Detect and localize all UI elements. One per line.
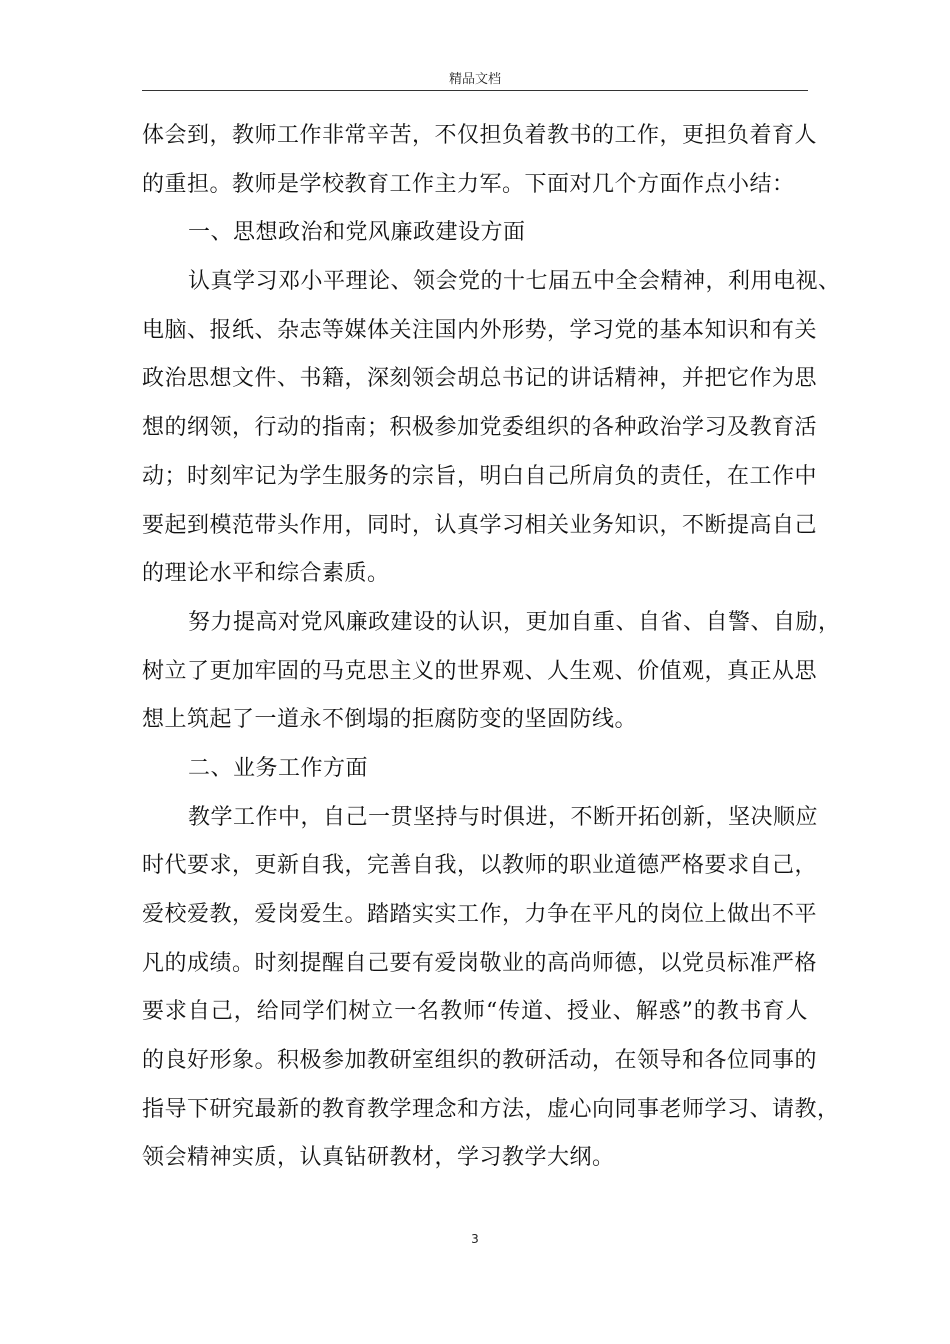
- text-line: 要起到模范带头作用，同时，认真学习相关业务知识，不断提高自己: [142, 512, 818, 538]
- text-line: 努力提高对党风廉政建设的认识，更加自重、自省、自警、自励，: [188, 609, 841, 635]
- page-header: [142, 68, 808, 91]
- text-line: 教学工作中，自己一贯坚持与时俱进，不断开拓创新，坚决顺应: [188, 804, 819, 830]
- text-line: 想上筑起了一道永不倒塌的拒腐防变的坚固防线。: [142, 707, 638, 733]
- text-line: 政治思想文件、书籍，深刻领会胡总书记的讲话精神，并把它作为思: [142, 366, 818, 392]
- text-line: 的良好形象。积极参加教研室组织的教研活动，在领导和各位同事的: [142, 1048, 818, 1074]
- text-line: 时代要求，更新自我，完善自我，以教师的职业道德严格要求自己，: [142, 853, 818, 879]
- header-title: 精品文档: [448, 72, 501, 87]
- text-line: 树立了更加牢固的马克思主义的世界观、人生观、价值观，真正从思: [142, 658, 818, 684]
- text-line: 要求自己，给同学们树立一名教师“传道、授业、解惑”的教书育人: [142, 999, 808, 1025]
- text-line: 的理论水平和综合素质。: [142, 561, 390, 587]
- section-heading: 一、思想政治和党风廉政建设方面: [188, 220, 526, 246]
- text-line: 电脑、报纸、杂志等媒体关注国内外形势，学习党的基本知识和有关: [142, 317, 818, 343]
- text-line: 凡的成绩。时刻提醒自己要有爱岗敬业的高尚师德，以党员标准严格: [142, 950, 818, 976]
- text-line: 指导下研究最新的教育教学理念和方法，虚心向同事老师学习、请教，: [142, 1096, 840, 1122]
- text-line: 领会精神实质，认真钻研教材，学习教学大纲。: [142, 1145, 615, 1171]
- text-line: 的重担。教师是学校教育工作主力军。下面对几个方面作点小结：: [142, 171, 795, 197]
- text-line: 认真学习邓小平理论、领会党的十七届五中全会精神，利用电视、: [188, 269, 841, 295]
- text-line: 动；时刻牢记为学生服务的宗旨，明白自己所肩负的责任，在工作中: [142, 463, 818, 489]
- text-line: 爱校爱教，爱岗爱生。踏踏实实工作，力争在平凡的岗位上做出不平: [142, 902, 818, 927]
- text-line: 想的纲领，行动的指南；积极参加党委组织的各种政治学习及教育活: [142, 415, 818, 441]
- page-number: 3: [471, 1232, 479, 1246]
- document-body: [142, 112, 841, 1183]
- text-line: 体会到，教师工作非常辛苦，不仅担负着教书的工作，更担负着育人: [142, 123, 818, 148]
- section-heading: 二、业务工作方面: [188, 755, 369, 781]
